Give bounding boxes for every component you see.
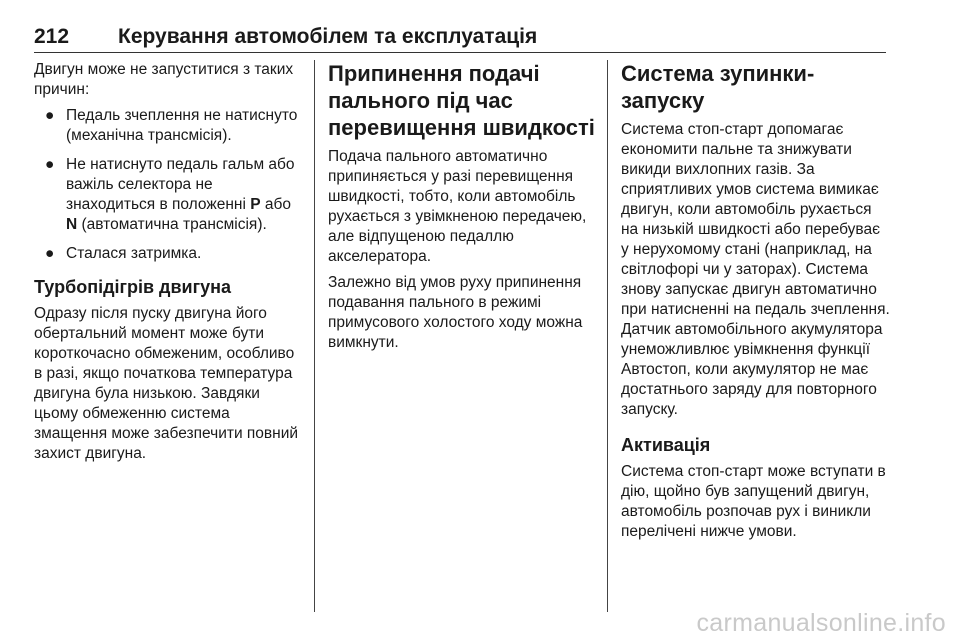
section-body-turbo: Одразу після пуску двигуна його обертальний момент може бути короткочасно обмеженим, особливо в разі, якщо початкова температура двигуна була низькою. Завдяки цьому обмеженню система змащення може забезпечити повний захист двигуна. [34,305,299,462]
fuel-cutoff-para-1: Подача пального автоматично припиняється у разі перевищення швидкості, тобто, коли автомобіль рухається з увімкненою передачею, але відпущеною педаллю акселератора. [328,148,587,265]
bullet-icon: ● [45,156,55,173]
column-2 [328,60,596,359]
column-divider-1 [314,60,315,612]
section-heading-turbo: Турбопідігрів двигуна [34,277,231,297]
gear-n-label: N [66,216,78,233]
fuel-cutoff-para-2: Залежно від умов руху припинення подавання пального в режимі примусового холостого ходу можна вимкнути. [328,274,583,351]
section-heading-stop-start: Система зупинки-запуску [621,61,815,113]
column-1 [34,60,302,470]
intro-text: Двигун може не запуститися з таких причин: [34,61,294,98]
section-heading-fuel-cutoff: Припинення подачі пального під час перевищення швидкості [328,61,595,140]
watermark: carmanualsonline.info [696,609,946,637]
list-item: ● Не натиснуто педаль гальм або важіль селектора не знаходиться в положенні P або N (автоматична трансмісія). [45,156,295,233]
page-title: Керування автомобілем та експлуатація [118,25,538,48]
bullet-icon: ● [45,245,55,262]
column-3 [621,60,891,548]
column-divider-2 [607,60,608,612]
list-item: ● Сталася затримка. [45,245,202,262]
stop-start-para-1: Система стоп-старт допомагає економити пальне та знижувати викиди вихлопних газів. За сприятливих умов система вимикає двигун, коли автомобіль рухається на низькій швидкості або перебуває у нерухомому стані (наприклад, на світлофорі чи у заторах). Система знову запускає двигун автоматично при натисненні на педаль зчеплення. Датчик автомобільного акумулятора унеможливлює увімкнення функції Автостоп, коли акумулятор не має достатнього заряду для повторного запуску. [621,121,890,418]
list-item: ● Педаль зчеплення не натиснуто (механічна трансмісія). [45,107,298,144]
page-header [34,26,886,53]
gear-p-label: P [250,196,261,213]
activation-para: Система стоп-старт може вступати в дію, щойно був запущений двигун, автомобіль розпочав рух і виникли перелічені нижче умови. [621,463,886,540]
bullet-icon: ● [45,107,55,124]
reasons-list [34,106,302,264]
subheading-activation: Активація [621,435,711,455]
page-number: 212 [34,25,70,48]
